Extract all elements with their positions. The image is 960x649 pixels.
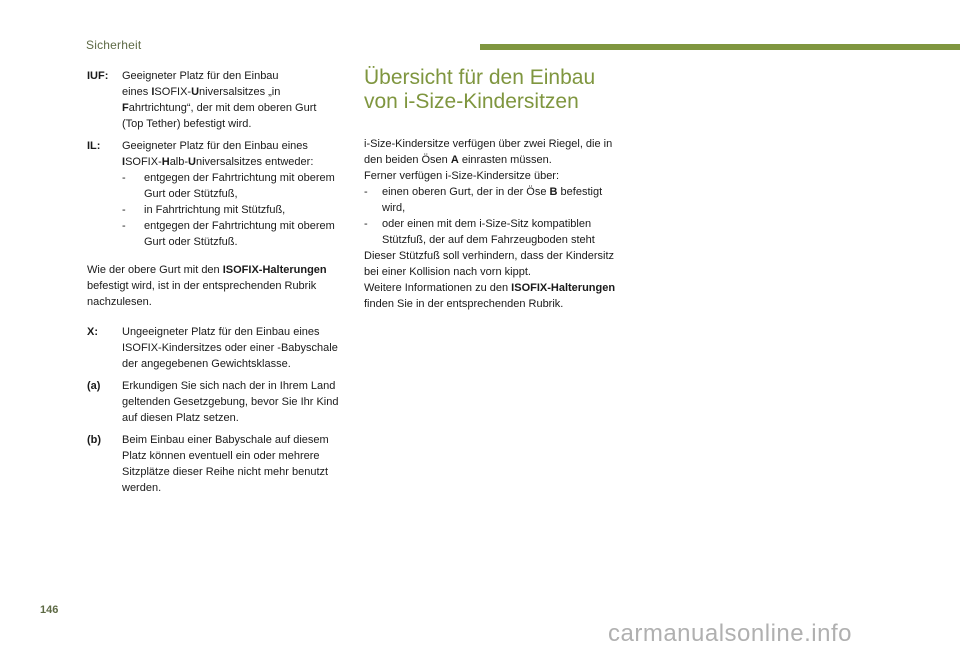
term-b: (b)	[87, 434, 102, 446]
term-iuf: IUF:	[87, 70, 109, 82]
section-accent-bar	[480, 44, 960, 50]
right-column	[364, 66, 622, 312]
term-x: X:	[87, 326, 98, 338]
desc-b: Beim Einbau einer Babyschale auf diesem Platz können eventuell ein oder mehrere Sitzplätze dieser Reihe nicht mehr benutzt werden.	[122, 434, 329, 494]
section-title-line1: Übersicht für den Einbau	[364, 66, 596, 89]
desc-a: Erkundigen Sie sich nach der in Ihrem Land geltenden Gesetzgebung, bevor Sie Ihr Kind auf diesen Platz setzen.	[122, 380, 339, 424]
top-tether-note: Wie der obere Gurt mit den ISOFIX-Halterungen befestigt wird, ist in der entsprechenden Rubrik nachzulesen.	[87, 264, 327, 308]
features-list	[364, 184, 622, 248]
watermark: carmanualsonline.info	[608, 620, 852, 647]
il-option: - entgegen der Fahrtrichtung mit oberem Gurt oder Stützfuß,	[122, 172, 335, 200]
il-option: - entgegen der Fahrtrichtung mit oberem Gurt oder Stützfuß.	[122, 220, 335, 248]
desc-il	[122, 138, 342, 250]
support-leg-paragraph: Dieser Stützfuß soll verhindern, dass der Kindersitz bei einer Kollision nach vorn kippt.	[364, 250, 615, 278]
desc-iuf-line1: Geeigneter Platz für den Einbau	[122, 70, 279, 82]
feature-item: - einen oberen Gurt, der in der Öse B befestigt wird,	[364, 186, 603, 214]
term-a: (a)	[87, 380, 101, 392]
intro-paragraph: i-Size-Kindersitze verfügen über zwei Riegel, die in den beiden Ösen A einrasten müssen.	[364, 138, 613, 166]
definition-x	[87, 324, 342, 372]
desc-iuf-line3: Fahrtrichtung“, der mit dem oberen Gurt	[122, 102, 317, 114]
desc-il-line2: ISOFIX-Halb-Universalsitzes entweder:	[122, 156, 314, 168]
desc-x: Ungeeigneter Platz für den Einbau eines ISOFIX-Kindersitzes oder einer -Babyschale der angegebenen Gewichtsklasse.	[122, 326, 338, 370]
definition-il	[87, 138, 342, 250]
desc-iuf	[122, 68, 342, 132]
desc-il-line1: Geeigneter Platz für den Einbau eines	[122, 140, 308, 152]
definition-b	[87, 432, 342, 496]
section-title-line2: von i-Size-Kindersitzen	[364, 90, 579, 113]
more-info-paragraph: Weitere Informationen zu den ISOFIX-Halterungen finden Sie in der entsprechenden Rubrik.	[364, 282, 616, 310]
page-number: 146	[40, 604, 59, 616]
term-il: IL:	[87, 140, 101, 152]
definition-iuf	[87, 68, 342, 132]
desc-iuf-line2: eines ISOFIX-Universalsitzes „in	[122, 86, 281, 98]
features-lead: Ferner verfügen i-Size-Kindersitze über:	[364, 170, 560, 182]
left-column	[87, 68, 342, 502]
desc-iuf-line4: (Top Tether) befestigt wird.	[122, 118, 252, 130]
il-option: - in Fahrtrichtung mit Stützfuß,	[122, 204, 286, 216]
feature-item: - oder einen mit dem i-Size-Sitz kompatiblen Stützfuß, der auf dem Fahrzeugboden steht	[364, 218, 595, 246]
section-title	[364, 66, 622, 114]
section-header: Sicherheit	[86, 38, 142, 52]
definition-a	[87, 378, 342, 426]
